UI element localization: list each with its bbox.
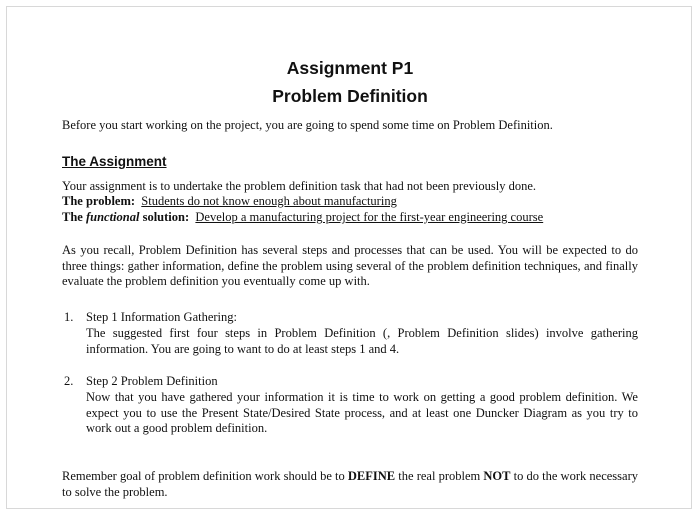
step-2-number: 2.	[64, 374, 74, 388]
step-1-number: 1.	[64, 310, 74, 324]
solution-label-prefix: The	[62, 210, 86, 224]
problem-colon: :	[130, 194, 136, 208]
closing-not: NOT	[483, 469, 511, 483]
recall-paragraph: As you recall, Problem Definition has several steps and processes that can be used. You will be expected to do three things: gather information, define the problem using several of the problem definition techniques, and finally evaluate the problem definition you eventually come up with.	[62, 243, 638, 289]
document-subtitle: Problem Definition	[272, 86, 428, 106]
assignment-text: Your assignment is to undertake the problem definition task that had not been previously done.	[62, 179, 536, 193]
closing-part-3: to do the work necessary to solve the problem.	[62, 469, 638, 499]
step-1-body: The suggested first four steps in Problem Definition (, Problem Definition slides) involve gathering information. You are going to want to do at least steps 1 and 4.	[86, 326, 638, 356]
section-heading: The Assignment	[62, 154, 167, 169]
closing-part-2: the real problem	[395, 469, 484, 483]
step-1-title: Step 1 Information Gathering:	[86, 310, 238, 324]
closing-define: DEFINE	[347, 469, 396, 483]
document-title: Assignment P1	[286, 58, 414, 78]
step-2-body: Now that you have gathered your information it is time to work on getting a good problem definition. We expect you to use the Present State/Desired State process, and at least one Duncker Diagram as you try to work out a good problem definition.	[86, 390, 638, 436]
intro-text: Before you start working on the project, you are going to spend some time on Problem Definition.	[62, 118, 553, 132]
closing-paragraph	[62, 469, 638, 500]
step-2-title: Step 2 Problem Definition	[86, 374, 218, 388]
solution-label-suffix: solution	[139, 210, 185, 224]
problem-value: Students do not know enough about manufacturing	[141, 194, 397, 208]
problem-label: The problem	[62, 194, 131, 208]
solution-label-italic: functional	[85, 210, 140, 224]
solution-colon: :	[184, 210, 190, 224]
solution-value: Develop a manufacturing project for the first-year engineering course	[195, 210, 544, 224]
closing-part-1: Remember goal of problem definition work should be to	[62, 469, 348, 483]
problem-line	[62, 194, 397, 209]
solution-line	[62, 210, 543, 225]
